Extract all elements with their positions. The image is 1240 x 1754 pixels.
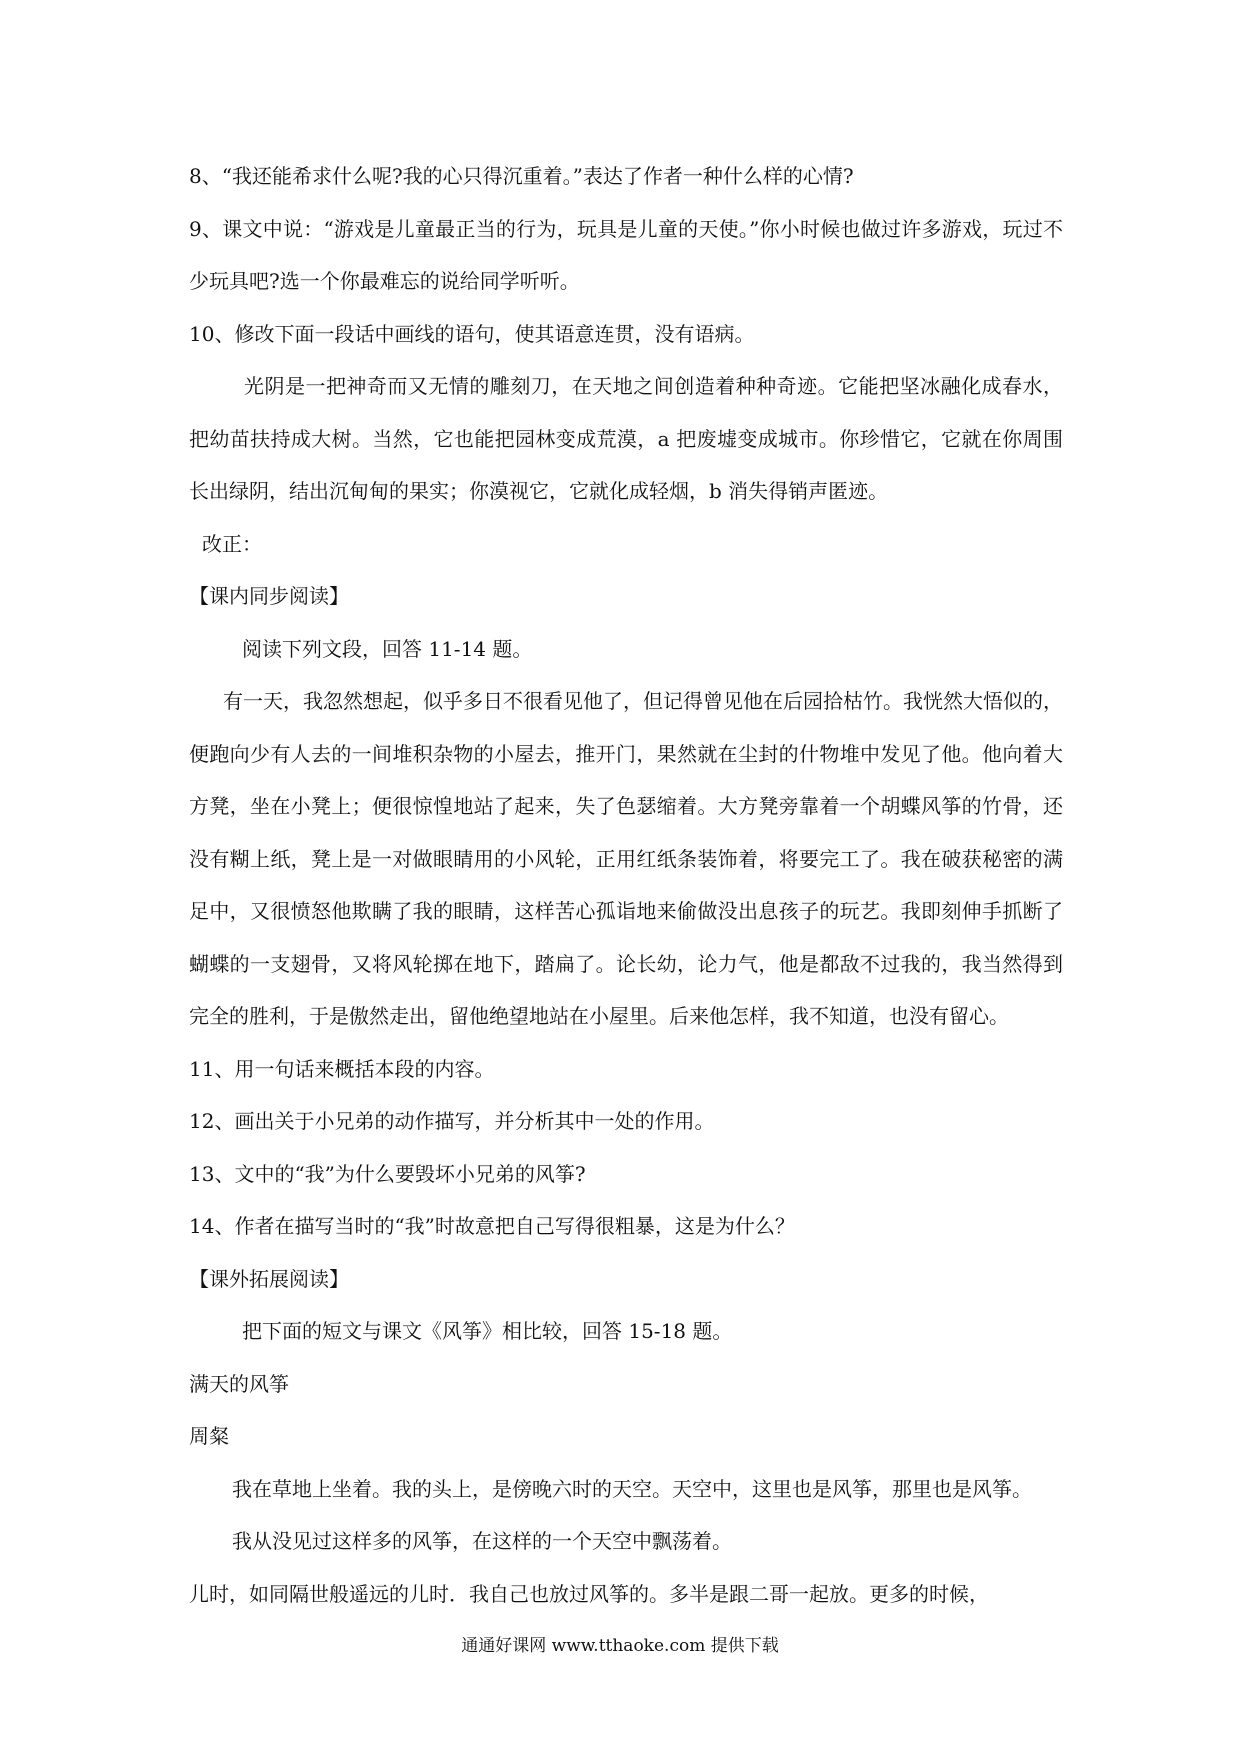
reading-passage-kite: 有一天，我忽然想起，似乎多日不很看见他了，但记得曾见他在后园拾枯竹。我恍然大悟似的，便跑向少有人去的一间堆积杂物的小屋去，推开门，果然就在尘封的什物堆中发见了他。他向着大方凳，坐在小凳上；便很惊惶地站了起来，失了色瑟缩着。大方凳旁靠着一个胡蝶风筝的竹骨，还没有糊上纸，凳上是一对做眼睛用的小风轮，正用红纸条装饰着，将要完工了。我在破获秘密的满足中，又很愤怒他欺瞒了我的眼睛，这样苦心孤诣地来偷做没出息孩子的玩艺。我即刻伸手抓断了蝴蝶的一支翅骨，又将风轮掷在地下，踏扁了。论长幼，论力气，他是都敌不过我的，我当然得到完全的胜利，于是傲然走出，留他绝望地站在小屋里。后来他怎样，我不知道，也没有留心。 [189,689,1063,1028]
article-paragraph-1: 我在草地上坐着。我的头上，是傍晚六时的天空。天空中，这里也是风筝，那里也是风筝。 [232,1476,1032,1501]
question-14: 14、作者在描写当时的“我”时故意把自己写得很粗暴，这是为什么？ [189,1214,795,1238]
question-10: 10、修改下面一段话中画线的语句，使其语意连贯，没有语病。 [189,321,755,346]
section-heading-in-class-reading: 【课内同步阅读】 [189,584,349,608]
article-paragraph-3: 儿时，如同隔世般遥远的儿时．我自己也放过风筝的。多半是跟二哥一起放。更多的时候， [189,1581,989,1606]
reading-instruction-11-14: 阅读下列文段，回答 11-14 题。 [242,636,533,661]
article-title: 满天的风筝 [189,1371,289,1396]
article-paragraph-2: 我从没见过这样多的风筝，在这样的一个天空中飘荡着。 [232,1529,732,1553]
question-9: 9、课文中说：“游戏是儿童最正当的行为，玩具是儿童的天使。”你小时候也做过许多游戏，玩过不少玩具吧?选一个你最难忘的说给同学听听。 [189,216,1063,293]
question-8: 8、“我还能希求什么呢?我的心只得沉重着。”表达了作者一种什么样的心情? [189,164,854,188]
page-footer: 通通好课网 www.tthaoke.com 提供下载 [461,1636,779,1656]
article-author: 周粲 [189,1424,229,1448]
question-12: 12、画出关于小兄弟的动作描写，并分析其中一处的作用。 [189,1109,715,1133]
question-10-passage: 光阴是一把神奇而又无情的雕刻刀，在天地之间创造着种种奇迹。它能把坚冰融化成春水，把幼苗扶持成大树。当然，它也能把园林变成荒漠，a 把废墟变成城市。你珍惜它，它就在你周围长出绿阴，结出沉甸甸的果实；你漠视它，它就化成轻烟，b 消失得销声匿迹。 [189,374,1063,503]
section-heading-extended-reading: 【课外拓展阅读】 [189,1266,349,1291]
document-body [189,150,1063,1620]
question-13: 13、文中的“我”为什么要毁坏小兄弟的风筝? [189,1161,586,1186]
question-10-correction-label: 改正： [202,531,262,556]
question-11: 11、用一句话来概括本段的内容。 [189,1056,495,1081]
reading-instruction-15-18: 把下面的短文与课文《风筝》相比较，回答 15-18 题。 [242,1319,733,1343]
